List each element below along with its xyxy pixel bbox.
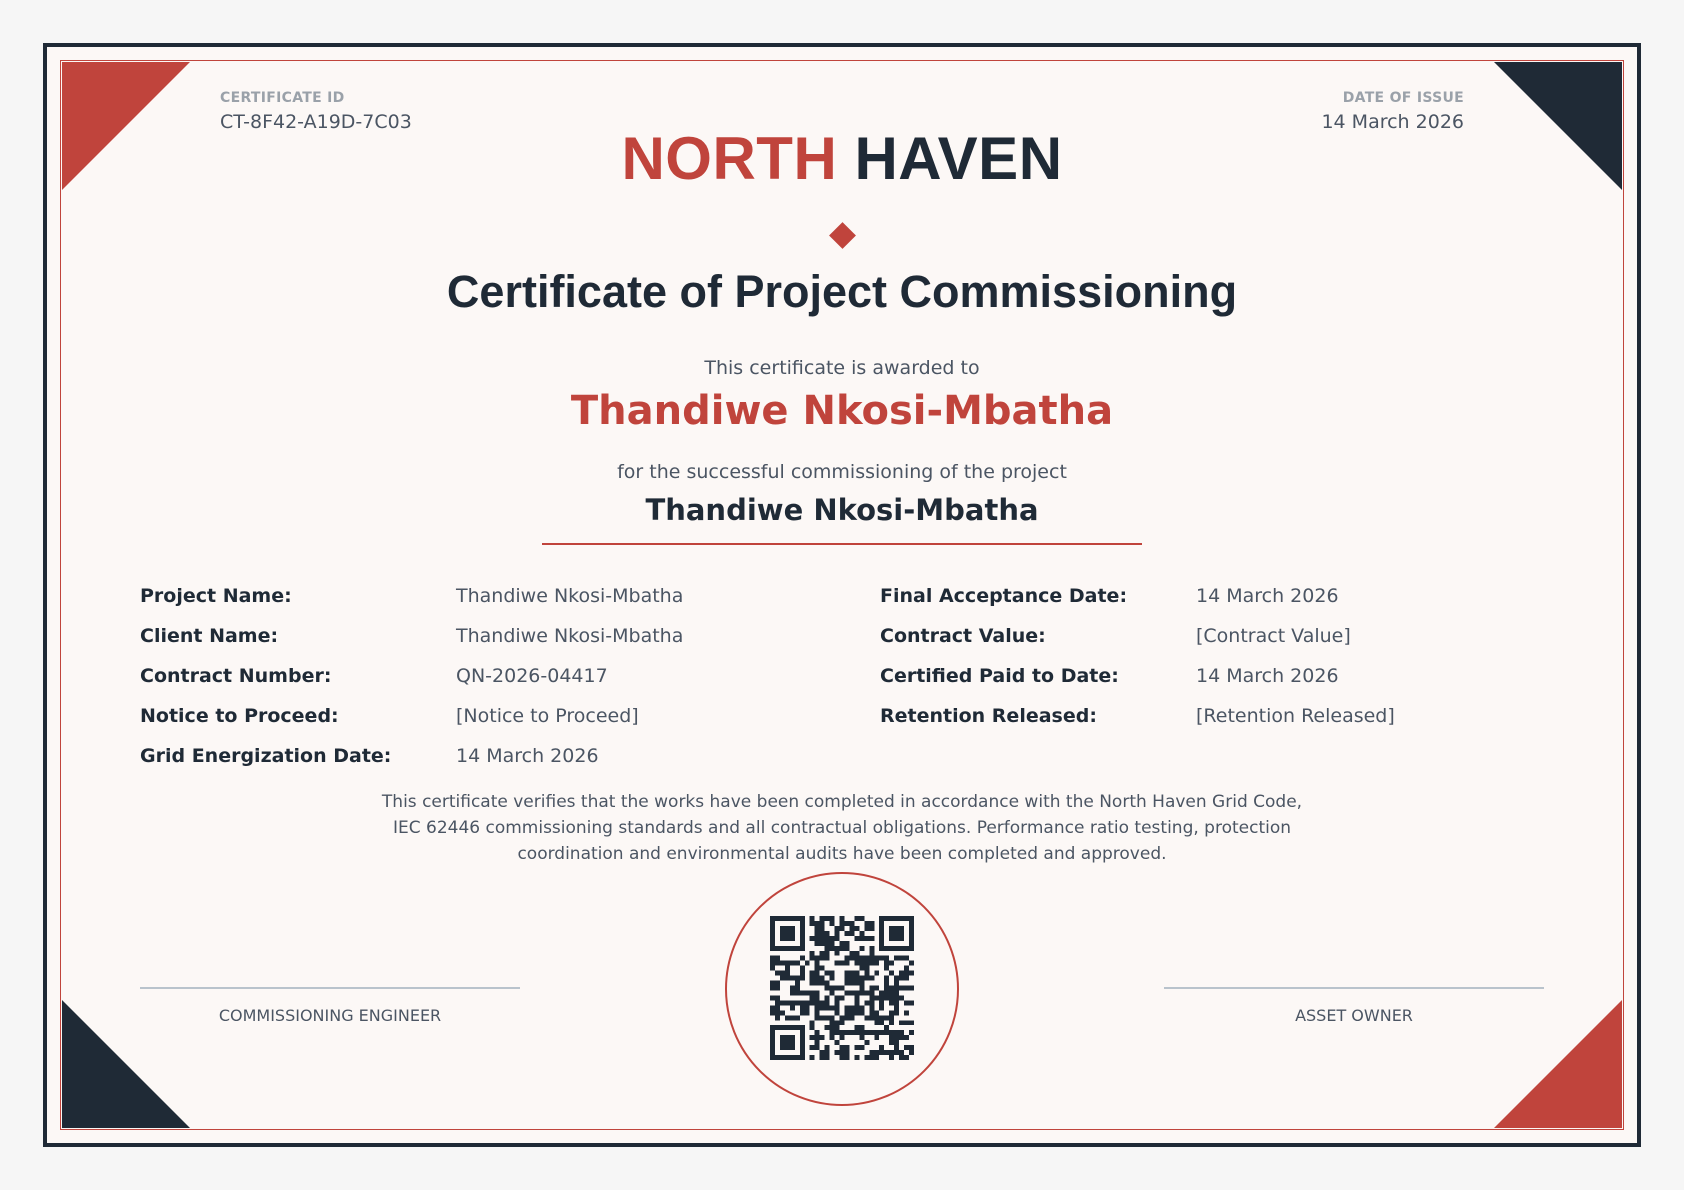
date-of-issue-label: DATE OF ISSUE — [1342, 90, 1464, 106]
brand-word-north: NORTH — [621, 125, 838, 192]
project-title: Thandiwe Nkosi-Mbatha — [645, 493, 1039, 527]
project-intro: for the successful commissioning of the project — [617, 461, 1067, 483]
detail-value-client-name: Thandiwe Nkosi-Mbatha — [456, 625, 684, 647]
detail-value-contract-value: [Contract Value] — [1196, 625, 1351, 647]
detail-label-project-name: Project Name: — [140, 585, 292, 607]
signature-label-commissioning-engineer: COMMISSIONING ENGINEER — [218, 1006, 442, 1025]
detail-label-contract-value: Contract Value: — [880, 625, 1046, 647]
detail-label-notice-to-proceed: Notice to Proceed: — [140, 705, 339, 727]
detail-value-contract-number: QN-2026-04417 — [456, 665, 608, 687]
detail-value-project-name: Thandiwe Nkosi-Mbatha — [456, 585, 684, 607]
signature-line-asset-owner — [1164, 987, 1544, 989]
detail-label-contract-number: Contract Number: — [140, 665, 332, 687]
signature-line-commissioning-engineer — [140, 987, 520, 989]
title-divider — [542, 543, 1142, 545]
brand-logo — [0, 124, 1684, 193]
qr-code-icon[interactable] — [770, 916, 914, 1060]
verification-line: This certificate verifies that the works have been completed in accordance with the North Haven Grid Code, — [381, 792, 1303, 812]
detail-value-notice-to-proceed: [Notice to Proceed] — [456, 705, 639, 727]
certificate-title: Certificate of Project Commissioning — [446, 266, 1238, 317]
detail-value-final-acceptance-date: 14 March 2026 — [1196, 585, 1339, 607]
detail-label-retention-released: Retention Released: — [880, 705, 1097, 727]
awarded-intro: This certificate is awarded to — [704, 357, 980, 379]
detail-label-grid-energization-date: Grid Energization Date: — [140, 745, 392, 767]
signature-label-asset-owner: ASSET OWNER — [1295, 1006, 1413, 1025]
detail-label-client-name: Client Name: — [140, 625, 279, 647]
detail-value-grid-energization-date: 14 March 2026 — [456, 745, 599, 767]
certificate-id-value: CT-8F42-A19D-7C03 — [220, 111, 412, 133]
certificate-id-label: CERTIFICATE ID — [220, 90, 345, 106]
verification-line: coordination and environmental audits have been completed and approved. — [517, 844, 1167, 864]
verification-line: IEC 62446 commissioning standards and all contractual obligations. Performance ratio testing, protection — [392, 818, 1292, 838]
detail-label-final-acceptance-date: Final Acceptance Date: — [880, 585, 1128, 607]
recipient-name: Thandiwe Nkosi-Mbatha — [570, 388, 1114, 434]
date-of-issue-value: 14 March 2026 — [1321, 111, 1464, 133]
brand-word-haven: HAVEN — [854, 125, 1063, 192]
detail-label-certified-paid-to-date: Certified Paid to Date: — [880, 665, 1119, 687]
detail-value-certified-paid-to-date: 14 March 2026 — [1196, 665, 1339, 687]
verification-statement — [342, 789, 1342, 867]
detail-value-retention-released: [Retention Released] — [1196, 705, 1395, 727]
